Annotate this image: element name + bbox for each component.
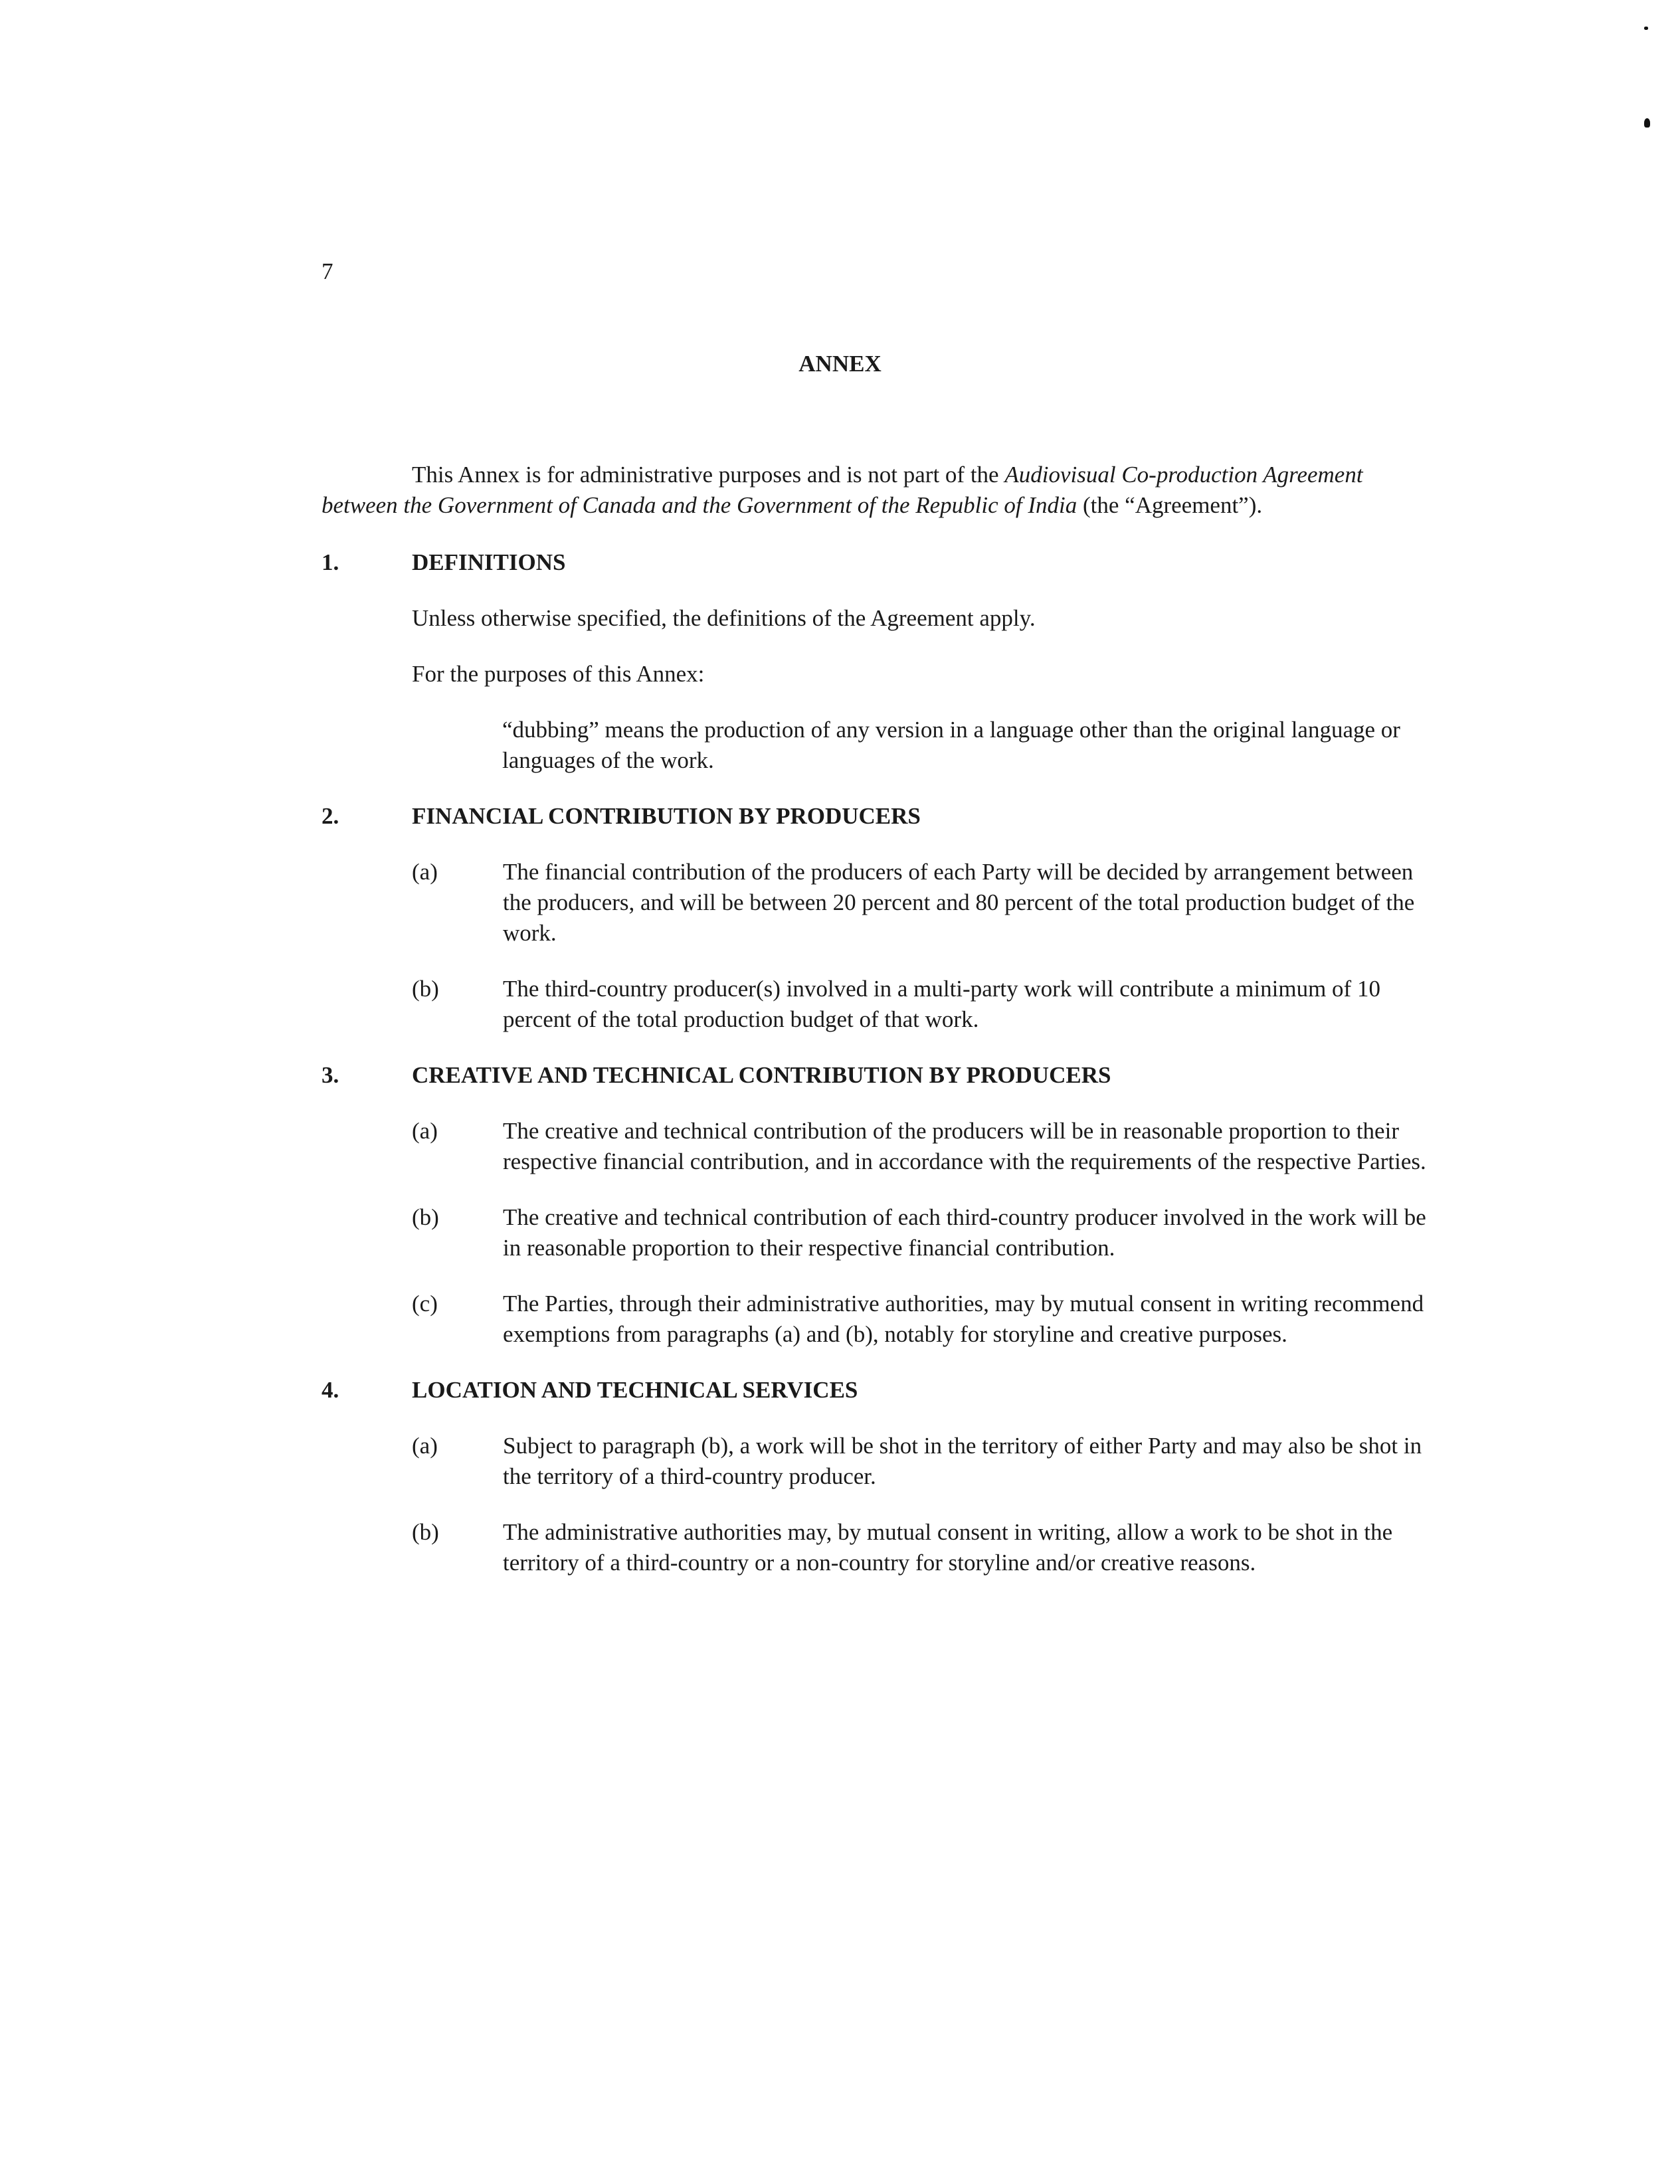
item-text: The financial contribution of the producers of each Party will be decided by arrangement between the producers, and will be between 20 percent and 80 percent of the total production budget of the work. [503, 859, 1415, 946]
item-label: (b) [412, 1519, 439, 1545]
section-location-technical-services [322, 1375, 1438, 1578]
annex-body [322, 460, 1438, 1603]
intro-text-start: This Annex is for administrative purposes and is not part of the [412, 462, 1005, 488]
item-text: The creative and technical contribution of the producers will be in reasonable proportion to their respective financial contribution, and in accordance with the requirements of the respective Parties. [503, 1118, 1426, 1174]
section-financial-contribution [322, 801, 1438, 1035]
paragraph: Unless otherwise specified, the definitions of the Agreement apply. [412, 605, 1036, 631]
item-label: (b) [412, 976, 439, 1002]
item-label: (c) [412, 1291, 438, 1317]
section-creative-technical-contribution [322, 1060, 1438, 1350]
section-title: CREATIVE AND TECHNICAL CONTRIBUTION BY PRODUCERS [412, 1062, 1111, 1088]
section-number: 4. [322, 1377, 339, 1403]
section-title: FINANCIAL CONTRIBUTION BY PRODUCERS [412, 803, 921, 829]
list-item [412, 857, 1438, 949]
list-item [412, 1116, 1438, 1177]
section-heading [322, 801, 1438, 832]
list-item [412, 1517, 1438, 1578]
section-number: 3. [322, 1062, 339, 1088]
section-heading [322, 1375, 1438, 1406]
item-label: (b) [412, 1204, 439, 1230]
section-title: LOCATION AND TECHNICAL SERVICES [412, 1377, 858, 1403]
annex-title: ANNEX [798, 351, 882, 377]
section-definitions [322, 547, 1438, 776]
item-label: (a) [412, 859, 438, 885]
list-item [412, 1431, 1438, 1492]
item-text: The third-country producer(s) involved in a multi-party work will contribute a minimum of 10 percent of the total production budget of that work. [503, 976, 1380, 1032]
item-label: (a) [412, 1433, 438, 1459]
section-number: 1. [322, 549, 339, 575]
section-heading [322, 547, 1438, 578]
item-text: Subject to paragraph (b), a work will be shot in the territory of either Party and may also be shot in the territory of a third-country producer. [503, 1433, 1422, 1489]
intro-text-end: (the “Agreement”). [1077, 492, 1263, 518]
item-text: The administrative authorities may, by mutual consent in writing, allow a work to be shot in the territory of a third-country or a non-country for storyline and/or creative reasons. [503, 1519, 1393, 1576]
list-item [412, 1289, 1438, 1350]
definition-dubbing: “dubbing” means the production of any version in a language other than the original language or languages of the work. [502, 717, 1400, 773]
page-number: 7 [322, 258, 333, 284]
paragraph: For the purposes of this Annex: [412, 661, 705, 687]
item-label: (a) [412, 1118, 438, 1144]
item-text: The creative and technical contribution of each third-country producer involved in the work will be in reasonable proportion to their respective financial contribution. [503, 1204, 1426, 1261]
section-number: 2. [322, 803, 339, 829]
scan-speck [1644, 118, 1650, 128]
item-text: The Parties, through their administrative authorities, may by mutual consent in writing recommend exemptions from paragraphs (a) and (b), notably for storyline and creative purposes. [503, 1291, 1424, 1347]
list-item [412, 974, 1438, 1035]
list-item [412, 1202, 1438, 1263]
section-heading [322, 1060, 1438, 1091]
intro-paragraph [322, 460, 1438, 521]
section-title: DEFINITIONS [412, 549, 566, 575]
scan-speck [1644, 27, 1648, 30]
agreement-name: Audiovisual Co-production Agreement between the Government of Canada and the Government of the Republic of India [322, 462, 1363, 518]
